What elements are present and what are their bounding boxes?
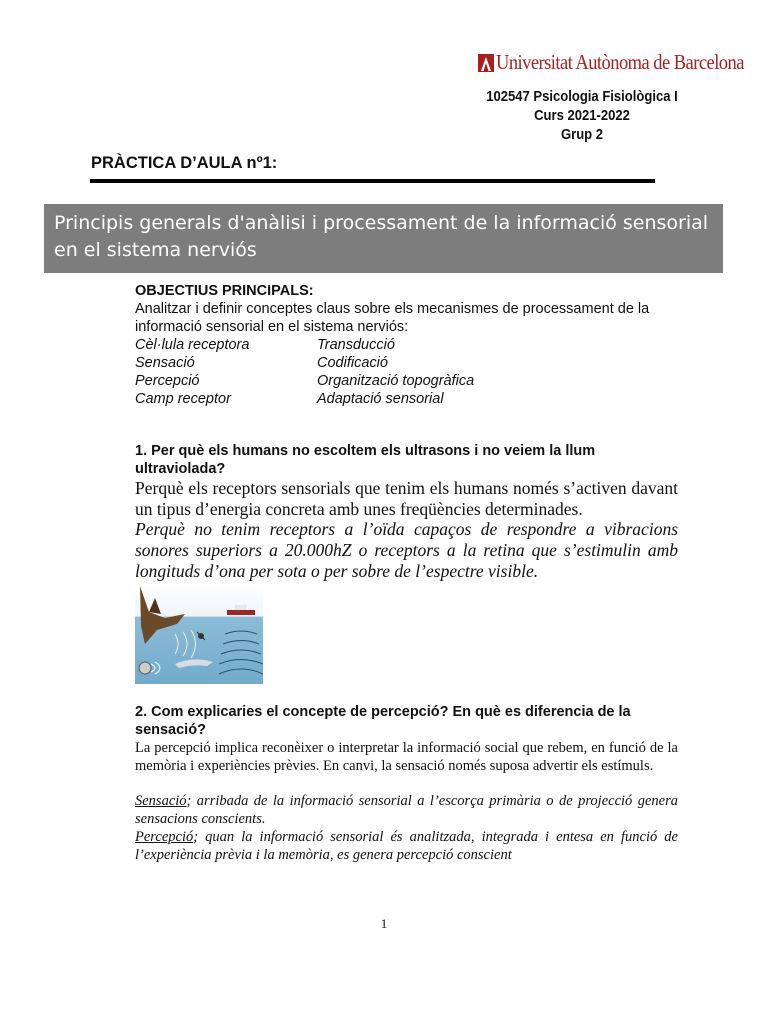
university-logo [478,50,768,75]
course-code-name: 102547 Psicologia Fisiològica I [486,89,678,105]
university-name: Universitat Autònoma de Barcelona [496,50,744,74]
term: Camp receptor [135,391,231,407]
objectives-terms [135,336,680,408]
course-group: Grup 2 [560,127,604,143]
answer-2: La percepció implica reconèixer o interpretar la informació social que rebem, en funció de la memòria i experiències prèvies. En canvi, la sensació només suposa advertir els estímuls. [135,740,678,774]
sensacio-definition [135,792,678,828]
sensacio-text: ; arribada de la informació sensorial a l’escorça primària o de projecció genera sensacions conscients. [135,793,678,827]
objectives-intro: Analitzar i definir conceptes claus sobre els mecanismes de processament de la informació sensorial en el sistema nerviós: [135,301,650,335]
term: Codificació [317,355,388,371]
answer-1: Perquè els receptors sensorials que tenim els humans només s’activen davant un tipus d’energia concreta amb unes freqüències determinades. [135,478,678,519]
banner-line-1: Principis generals d'anàlisi i processament de la informació sensorial [54,212,709,234]
term: Cèl·lula receptora [135,337,250,353]
topic-banner [44,204,723,273]
term: Transducció [317,337,395,353]
ultrasound-illustration [135,584,263,684]
uab-logo-icon [478,54,494,72]
banner-line-2: en el sistema nerviós [54,239,257,261]
term: Adaptació sensorial [317,391,444,407]
percepcio-label: Percepció [135,829,194,845]
percepcio-text: ; quan la informació sensorial és analitzada, integrada i entesa en funció de l’experiència prèvia i la memòria, es genera percepció conscient [135,829,678,863]
practica-title: PRÀCTICA D’AULA nº1: [91,154,278,172]
title-divider [90,179,655,183]
percepcio-definition [135,828,678,864]
term: Sensació [135,355,195,371]
objectives-heading: OBJECTIUS PRINCIPALS: [135,283,314,299]
page-number: 1 [380,916,388,931]
sensacio-label: Sensació [135,793,187,809]
term: Percepció [135,373,200,389]
course-info [460,88,704,145]
question-2: 2. Com explicaries el concepte de percepció? En què es diferencia de la sensació? [135,704,631,738]
term: Organització topogràfica [317,373,475,389]
course-year: Curs 2021-2022 [534,108,630,124]
question-1: 1. Per què els humans no escoltem els ultrasons i no veiem la llum ultraviolada? [135,443,596,477]
objectives-section [135,282,680,408]
answer-1-italic: Perquè no tenim receptors a l’oïda capaços de respondre a vibracions sonores superiors a 20.000hZ o receptors a la retina que s’estimulin amb longituds d’ona per sota o per sobre de l’espectre visible. [135,519,678,581]
